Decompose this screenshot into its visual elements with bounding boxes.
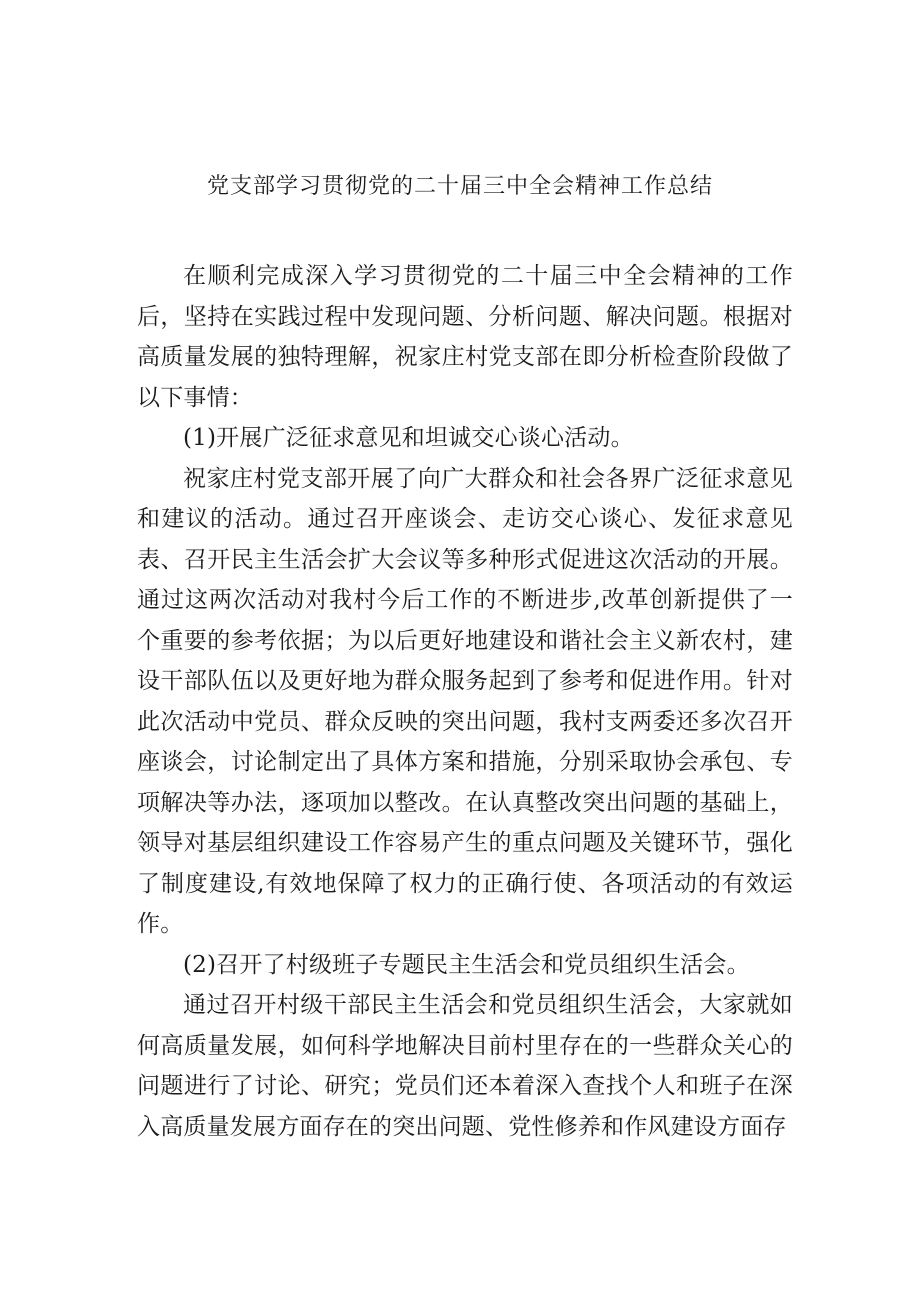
document-title: 党支部学习贯彻党的二十届三中全会精神工作总结 bbox=[206, 174, 713, 199]
document-body bbox=[137, 256, 793, 1147]
paragraph-intro: 在顺利完成深入学习贯彻党的二十届三中全会精神的工作后，坚持在实践过程中发现问题、分析问题、解决问题。根据对高质量发展的独特理解，祝家庄村党支部在即分析检查阶段做了以下事情： bbox=[137, 263, 793, 411]
paragraph-section-2: 通过召开村级干部民主生活会和党员组织生活会，大家就如何高质量发展，如何科学地解决目前村里存在的一些群众关心的问题进行了讨论、研究；党员们还本着深入查找个人和班子在深入高质量发展方面存在的突出问题、党性修养和作风建设方面存 bbox=[137, 992, 793, 1140]
section-heading-1: (1)开展广泛征求意见和坦诚交心谈心活动。 bbox=[183, 425, 634, 451]
paragraph-section-1: 祝家庄村党支部开展了向广大群众和社会各界广泛征求意见和建议的活动。通过召开座谈会、走访交心谈心、发征求意见表、召开民主生活会扩大会议等多种形式促进这次活动的开展。通过这两次活动对我村今后工作的不断进步,改革创新提供了一个重要的参考依据；为以后更好地建设和谐社会主义新农村，建设干部队伍以及更好地为群众服务起到了参考和促进作用。针对此次活动中党员、群众反映的突出问题，我村支两委还多次召开座谈会，讨论制定出了具体方案和措施，分别采取协会承包、专项解决等办法，逐项加以整改。在认真整改突出问题的基础上，领导对基层组织建设工作容易产生的重点问题及关键环节，强化了制度建设,有效地保障了权力的正确行使、各项活动的有效运作。 bbox=[137, 465, 793, 937]
section-heading-2: (2)召开了村级班子专题民主生活会和党员组织生活会。 bbox=[183, 951, 750, 978]
